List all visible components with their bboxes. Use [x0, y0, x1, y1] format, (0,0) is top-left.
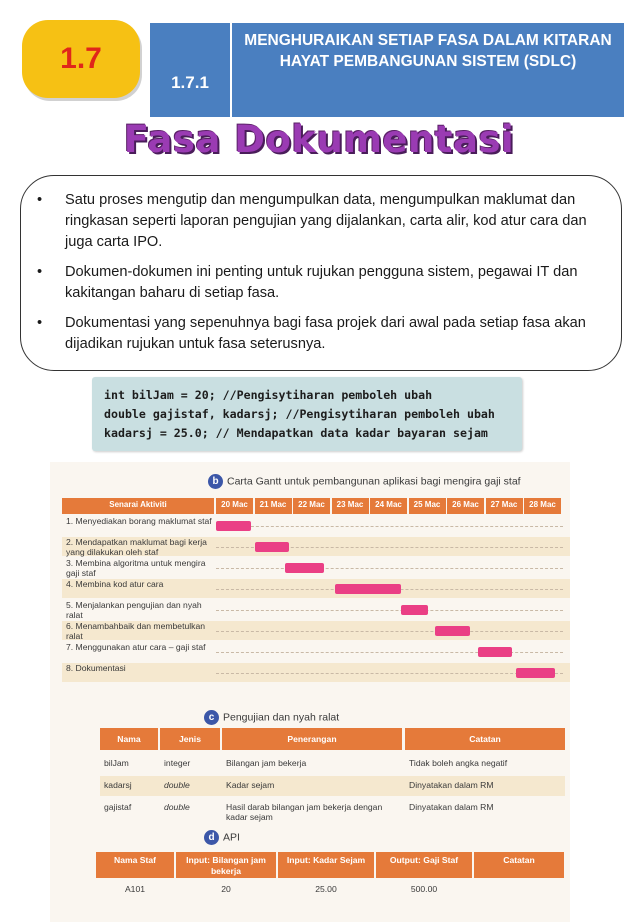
gantt-activity-label: 4. Membina kod atur cara [66, 579, 164, 589]
gantt-gridline [216, 568, 563, 569]
testing-cell: Tidak boleh angka negatif [409, 758, 508, 768]
testing-cell: integer [164, 758, 191, 768]
testing-header-cell: Penerangan [222, 728, 402, 750]
gantt-bar [335, 584, 400, 594]
section-title: MENGHURAIKAN SETIAP FASA DALAM KITARAN HAYAT PEMBANGUNAN SISTEM (SDLC) [232, 23, 624, 117]
testing-cell: gajistaf [104, 802, 132, 812]
gantt-date-header: 23 Mac [332, 498, 369, 514]
testing-header-cell: Nama [100, 728, 158, 750]
gantt-date-header: 25 Mac [409, 498, 446, 514]
api-header-cell: Input: Bilangan jam bekerja [176, 852, 276, 878]
bullet-text: Dokumen-dokumen ini penting untuk rujukan pengguna sistem, pegawai IT dan kakitangan baharu di setiap fasa. [65, 264, 578, 301]
gantt-header-activity: Senarai Aktiviti [62, 498, 214, 514]
page-title: Fasa Dokumentasi [123, 118, 515, 161]
gantt-badge: b [208, 474, 223, 489]
gantt-caption-text: Carta Gantt untuk pembangunan aplikasi bagi mengira gaji staf [227, 475, 521, 488]
bullet-box [20, 175, 622, 371]
code-line: double gajistaf, kadarsj; //Pengisytiharan pemboleh ubah [104, 407, 495, 421]
testing-cell: kadarsj [104, 780, 132, 790]
gantt-bar [516, 668, 555, 678]
gantt-date-header: 24 Mac [370, 498, 407, 514]
testing-cell: double [164, 802, 190, 812]
testing-caption-text: Pengujian dan nyah ralat [223, 711, 340, 724]
gantt-gridline [216, 673, 563, 674]
bullet-dot: • [37, 315, 43, 331]
testing-cell: bilJam [104, 758, 129, 768]
gantt-activity-label: 7. Menggunakan atur cara – gaji staf [66, 642, 206, 652]
gantt-gridline [216, 631, 563, 632]
testing-header-cell: Catatan [405, 728, 565, 750]
api-caption-text: API [223, 831, 240, 844]
gantt-date-header: 26 Mac [447, 498, 484, 514]
testing-cell: Dinyatakan dalam RM [409, 802, 494, 812]
gantt-bar [435, 626, 470, 636]
api-header-cell: Output: Gaji Staf [376, 852, 472, 878]
testing-header-cell: Jenis [160, 728, 220, 750]
gantt-caption [208, 474, 521, 489]
code-snippet [92, 377, 522, 451]
api-badge: d [204, 830, 219, 845]
subsection-number: 1.7.1 [150, 23, 230, 117]
bullet-item [35, 313, 599, 355]
api-cell: A101 [124, 884, 146, 894]
bullet-text: Satu proses mengutip dan mengumpulkan data, mengumpulkan maklumat dan ringkasan seperti laporan pengujian yang dijalankan, carta alir, kod atur cara dan juga carta IPO. [65, 192, 587, 250]
testing-badge: c [204, 710, 219, 725]
code-line: kadarsj = 25.0; // Mendapatkan data kadar bayaran sejam [104, 426, 488, 440]
bullet-item [35, 190, 599, 253]
api-header-cell: Input: Kadar Sejam [278, 852, 374, 878]
gantt-date-header: 28 Mac [524, 498, 561, 514]
gantt-date-header: 21 Mac [255, 498, 292, 514]
code-line: int bilJam = 20; //Pengisytiharan pemboleh ubah [104, 388, 433, 402]
section-badge: 1.7 [22, 20, 140, 98]
api-cell: 20 [221, 884, 231, 894]
gantt-activity-label: 3. Membina algoritma untuk mengira gaji staf [66, 558, 206, 578]
gantt-activity-label: 1. Menyediakan borang maklumat staf [66, 516, 212, 526]
testing-cell: Dinyatakan dalam RM [409, 780, 494, 790]
bullet-dot: • [37, 192, 43, 208]
gantt-date-header: 20 Mac [216, 498, 253, 514]
testing-cell: double [164, 780, 190, 790]
bullet-text: Dokumentasi yang sepenuhnya bagi fasa projek dari awal pada setiap fasa akan dijadikan rujukan untuk fasa seterusnya. [65, 315, 586, 352]
gantt-bar [478, 647, 513, 657]
api-cell: 25.00 [315, 884, 337, 894]
gantt-bar [255, 542, 290, 552]
testing-cell: Bilangan jam bekerja [226, 758, 307, 768]
gantt-gridline [216, 526, 563, 527]
api-header-cell: Nama Staf [96, 852, 174, 878]
testing-cell: Hasil darab bilangan jam bekerja dengan kadar sejam [226, 802, 383, 822]
testing-cell: Kadar sejam [226, 780, 275, 790]
api-caption [204, 830, 240, 845]
bullet-item [35, 262, 599, 304]
gantt-date-header: 22 Mac [293, 498, 330, 514]
gantt-activity-label: 8. Dokumentasi [66, 663, 126, 673]
api-cell: 500.00 [410, 884, 438, 894]
gantt-bar [401, 605, 428, 615]
gantt-gridline [216, 610, 563, 611]
bullet-dot: • [37, 264, 43, 280]
gantt-bar [285, 563, 324, 573]
gantt-bar [216, 521, 251, 531]
gantt-activity-label: 5. Menjalankan pengujian dan nyah ralat [66, 600, 202, 620]
api-header-cell: Catatan [474, 852, 564, 878]
testing-caption [204, 710, 339, 725]
gantt-date-header: 27 Mac [486, 498, 523, 514]
gantt-activity-label: 2. Mendapatkan maklumat bagi kerja yang dilakukan oleh staf [66, 537, 207, 557]
gantt-activity-label: 6. Menambahbaik dan membetulkan ralat [66, 621, 206, 641]
